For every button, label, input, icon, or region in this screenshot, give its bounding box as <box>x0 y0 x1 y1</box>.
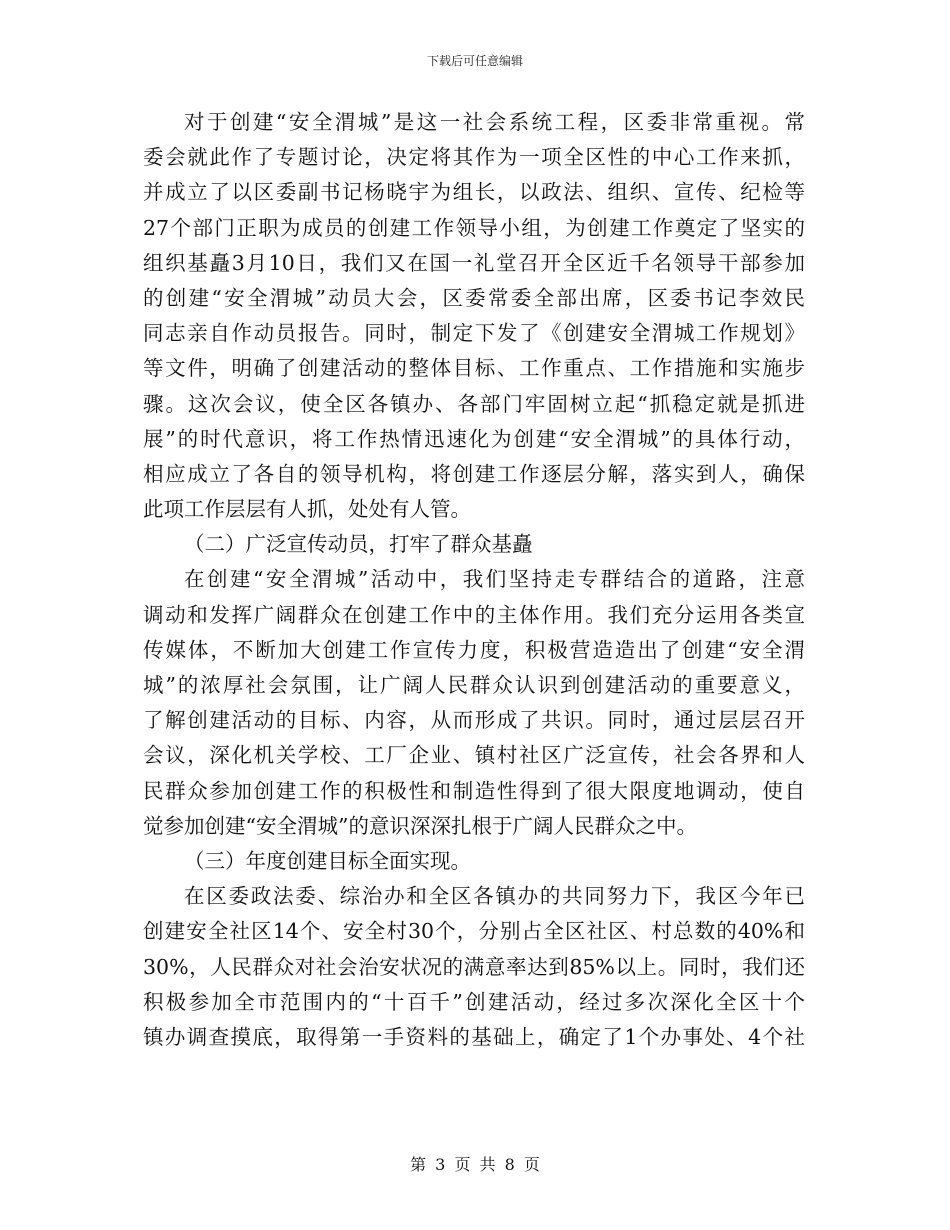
paragraph-line: 创建安全社区14个、安全村30个，分别占全区社区、村总数的40%和 <box>143 919 805 944</box>
paragraph-line: 的创建“安全渭城”动员大会，区委常委全部出席，区委书记李效民 <box>143 285 805 310</box>
paragraph-line: 骤。这次会议，使全区各镇办、各部门牢固树立起“抓稳定就是抓进 <box>143 391 805 416</box>
paragraph-line: 此项工作层层有人抓，处处有人管。 <box>143 497 471 522</box>
document-body <box>143 105 805 1055</box>
paragraph-line: 调动和发挥广阔群众在创建工作中的主体作用。我们充分运用各类宣 <box>143 602 805 627</box>
section-heading: （三）年度创建目标全面实现。 <box>184 848 471 873</box>
paragraph-line: 并成立了以区委副书记杨晓宇为组长，以政法、组织、宣传、纪检等 <box>143 180 805 205</box>
paragraph-line: 组织基矗3月10日，我们又在国一礼堂召开全区近千名领导干部参加 <box>143 250 805 275</box>
page-header: 下载后可任意编辑 <box>426 54 523 68</box>
paragraph-line: 27个部门正职为成员的创建工作领导小组，为创建工作奠定了坚实的 <box>143 215 805 240</box>
page-footer: 第 3 页 共 8 页 <box>410 1155 540 1174</box>
paragraph-line: 30%，人民群众对社会治安状况的满意率达到85%以上。同时，我们还 <box>143 954 805 979</box>
paragraph-line: 传媒体，不断加大创建工作宣传力度，积极营造造出了创建“安全渭 <box>143 637 805 662</box>
paragraph-line: 在区委政法委、综治办和全区各镇办的共同努力下，我区今年已 <box>184 884 805 909</box>
paragraph-line: 会议，深化机关学校、工厂企业、镇村社区广泛宣传，社会各界和人 <box>143 743 805 768</box>
paragraph-line: 委会就此作了专题讨论，决定将其作为一项全区性的中心工作来抓， <box>143 145 805 170</box>
paragraph-line: 民群众参加创建工作的积极性和制造性得到了很大限度地调动，使自 <box>143 778 805 803</box>
paragraph-line: 觉参加创建“安全渭城”的意识深深扎根于广阔人民群众之中。 <box>143 813 697 838</box>
paragraph-line: 积极参加全市范围内的“十百千”创建活动，经过多次深化全区十个 <box>143 989 805 1014</box>
paragraph-line: 了解创建活动的目标、内容，从而形成了共识。同时，通过层层召开 <box>143 708 805 733</box>
paragraph-line: 城”的浓厚社会氛围，让广阔人民群众认识到创建活动的重要意义， <box>143 673 805 697</box>
section-heading: （二）广泛宣传动员，打牢了群众基矗 <box>184 532 533 557</box>
paragraph-line: 对于创建“安全渭城”是这一社会系统工程，区委非常重视。常 <box>184 110 805 134</box>
paragraph-line: 展”的时代意识，将工作热情迅速化为创建“安全渭城”的具体行动， <box>143 426 805 451</box>
paragraph-line: 同志亲自作动员报告。同时，制定下发了《创建安全渭城工作规划》 <box>143 321 805 346</box>
paragraph-line: 在创建“安全渭城”活动中，我们坚持走专群结合的道路，注意 <box>184 567 805 592</box>
paragraph-line: 相应成立了各自的领导机构，将创建工作逐层分解，落实到人，确保 <box>143 461 805 486</box>
paragraph-line: 镇办调查摸底，取得第一手资料的基础上，确定了1个办事处、4个社 <box>143 1024 805 1049</box>
paragraph-line: 等文件，明确了创建活动的整体目标、工作重点、工作措施和实施步 <box>143 356 805 381</box>
